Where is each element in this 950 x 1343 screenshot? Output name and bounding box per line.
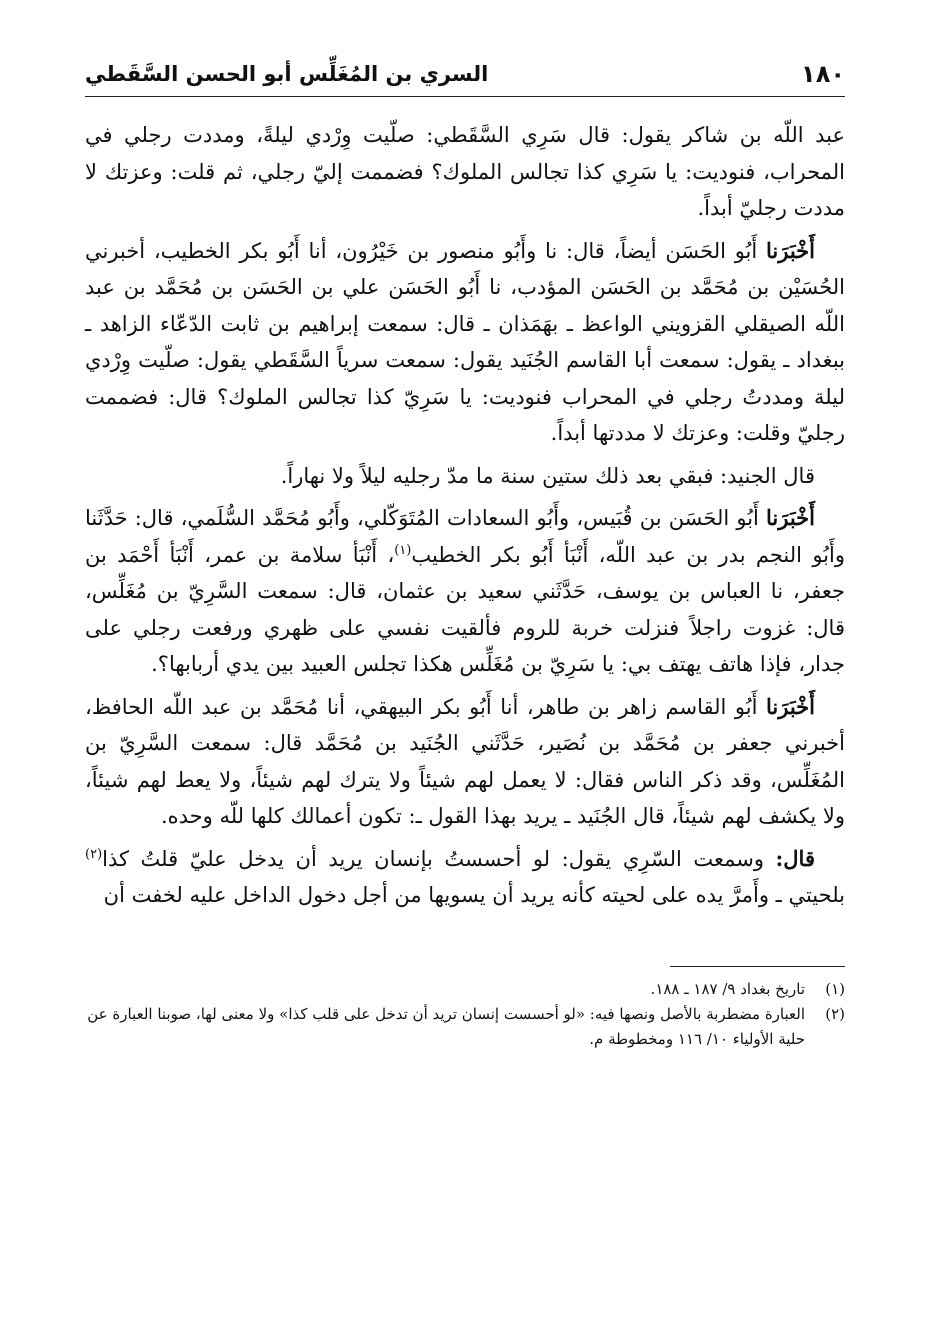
paragraph-lead: أَخْبَرَنا: [766, 505, 815, 530]
paragraph-text: أَبُو الحَسَن أيضاً، قال: نا وأَبُو منصور بن خَيْرُون، أنا أَبُو بكر الخطيب، أخبرني الحُسَيْن بن مُحَمَّد بن الحَسَن المؤدب، نا أَبُو الحَسَن علي بن الحَسَن بن مُحَمَّد بن عبد اللّه الصيقلي القزويني الواعظ ـ بهَمَذان ـ قال: سمعت إبراهيم بن ثابت الدّعّاء الزاهد ـ ببغداد ـ يقول: سمعت أبا القاسم الجُنَيد يقول: سمعت سرياً السَّقَطي يقول: صلّيت وِرْدي ليلة ومددتُ رجلي في المحراب فنوديت: يا سَرِيّ كذا تجالس الملوك؟ قال: فضممت رجليّ وقلت: وعزتك لا مددتها أبداً.: [85, 238, 845, 445]
paragraph: [85, 458, 845, 495]
footnote-divider: [670, 966, 845, 967]
paragraph-lead: أَخْبَرَنا: [766, 693, 815, 719]
footnote-text: تاريخ بغداد ٩/ ١٨٧ ـ ١٨٨.: [650, 979, 805, 998]
footnote-reference[interactable]: (١): [394, 542, 412, 558]
footnote-text: العبارة مضطربة بالأصل ونصها فيه: «لو أحسست إنسان تريد أن تدخل على قلب كذا» ولا معنى لها، صوبنا العبارة عن حلية الأولياء ١٠/ ١١٦ ومخطوطة م.: [87, 1004, 805, 1048]
paragraph-lead: قال:: [775, 845, 815, 871]
footnote: [85, 1002, 845, 1052]
paragraph-text: وسمعت السّرِي يقول: لو أحسستُ بإنسان يريد أن يدخل عليّ قلتُ كذا: [102, 846, 776, 871]
paragraph-text-continued: ، أَنْبَأ سلامة بن عمر، أَنْبَأ أَحْمَد بن جعفر، نا العباس بن يوسف، حَدَّثَني سعيد بن عثمان، قال: سمعت السَّرِيّ بن مُغَلِّس، قال: غزوت راجلاً فنزلت خربة للروم فألقيت نفسي على ظهري ورفعت رجلي على جدار، فإذا هاتف يهتف بي: يا سَرِيّ بن مُغَلِّس هكذا تجلس العبيد بين يدي أربابها؟.: [85, 542, 845, 676]
book-page: [85, 58, 845, 1308]
page-body: [85, 117, 845, 914]
paragraph: [85, 117, 845, 227]
footnote-number: (٢): [825, 1004, 845, 1023]
footnote-reference[interactable]: (٢): [85, 846, 103, 862]
paragraph-lead: أَخْبَرَنا: [766, 237, 815, 263]
paragraph-text: أَبُو الحَسَن بن قُبَيس، وأَبُو السعادات المُتَوَكّلي، وأَبُو مُحَمَّد السُّلَمي، قال: حَدَّثَنا وأَبُو النجم بدر بن عبد اللّه، أَنْبَأ أَبُو بكر الخطيب: [85, 506, 845, 567]
paragraph: [85, 233, 845, 452]
paragraph: [85, 689, 845, 835]
paragraph: [85, 841, 845, 914]
footnote: [85, 977, 845, 1002]
paragraph: [85, 500, 845, 683]
paragraph-text: عبد اللّه بن شاكر يقول: قال سَرِي السَّقَطي: صلّيت وِرْدي ليلةً، ومددت رجلي في المحراب، فنوديت: يا سَرِي كذا تجالس الملوك؟ فضممت إليّ رجلي، ثم قلت: وعزتك لا مددت رجليّ أبداً.: [85, 123, 845, 220]
paragraph-text: أَبُو القاسم زاهر بن طاهر، أنا أَبُو بكر البيهقي، أنا مُحَمَّد بن عبد اللّه الحافظ، أخبرني جعفر بن مُحَمَّد بن نُصَير، حَدَّثَني الجُنَيد بن مُحَمَّد قال: سمعت السَّرِيّ بن المُغَلِّس، وقد ذكر الناس فقال: لا يعمل لهم شيئاً ولا يترك لهم شيئاً، ولا يعط لهم شيئاً، ولا يكشف لهم شيئاً، قال الجُنَيد ـ يريد بهذا القول ـ: تكون أعمالك كلها للّه وحده.: [85, 694, 845, 828]
page-number: ١٨٠: [801, 60, 845, 88]
page-header: [85, 58, 845, 97]
paragraph-text: قال الجنيد: فبقي بعد ذلك ستين سنة ما مدّ رجليه ليلاً ولا نهاراً.: [280, 463, 815, 488]
paragraph-text-continued: بلحيتي ـ وأَمرَّ يده على لحيته كأنه يريد أن يسويها من أجل دخول الداخل عليه لخفت أن: [103, 883, 845, 907]
footnotes: [85, 977, 845, 1052]
running-title: السري بن المُغَلِّس أبو الحسن السَّقَطي: [85, 62, 489, 86]
footnote-number: (١): [825, 979, 845, 998]
